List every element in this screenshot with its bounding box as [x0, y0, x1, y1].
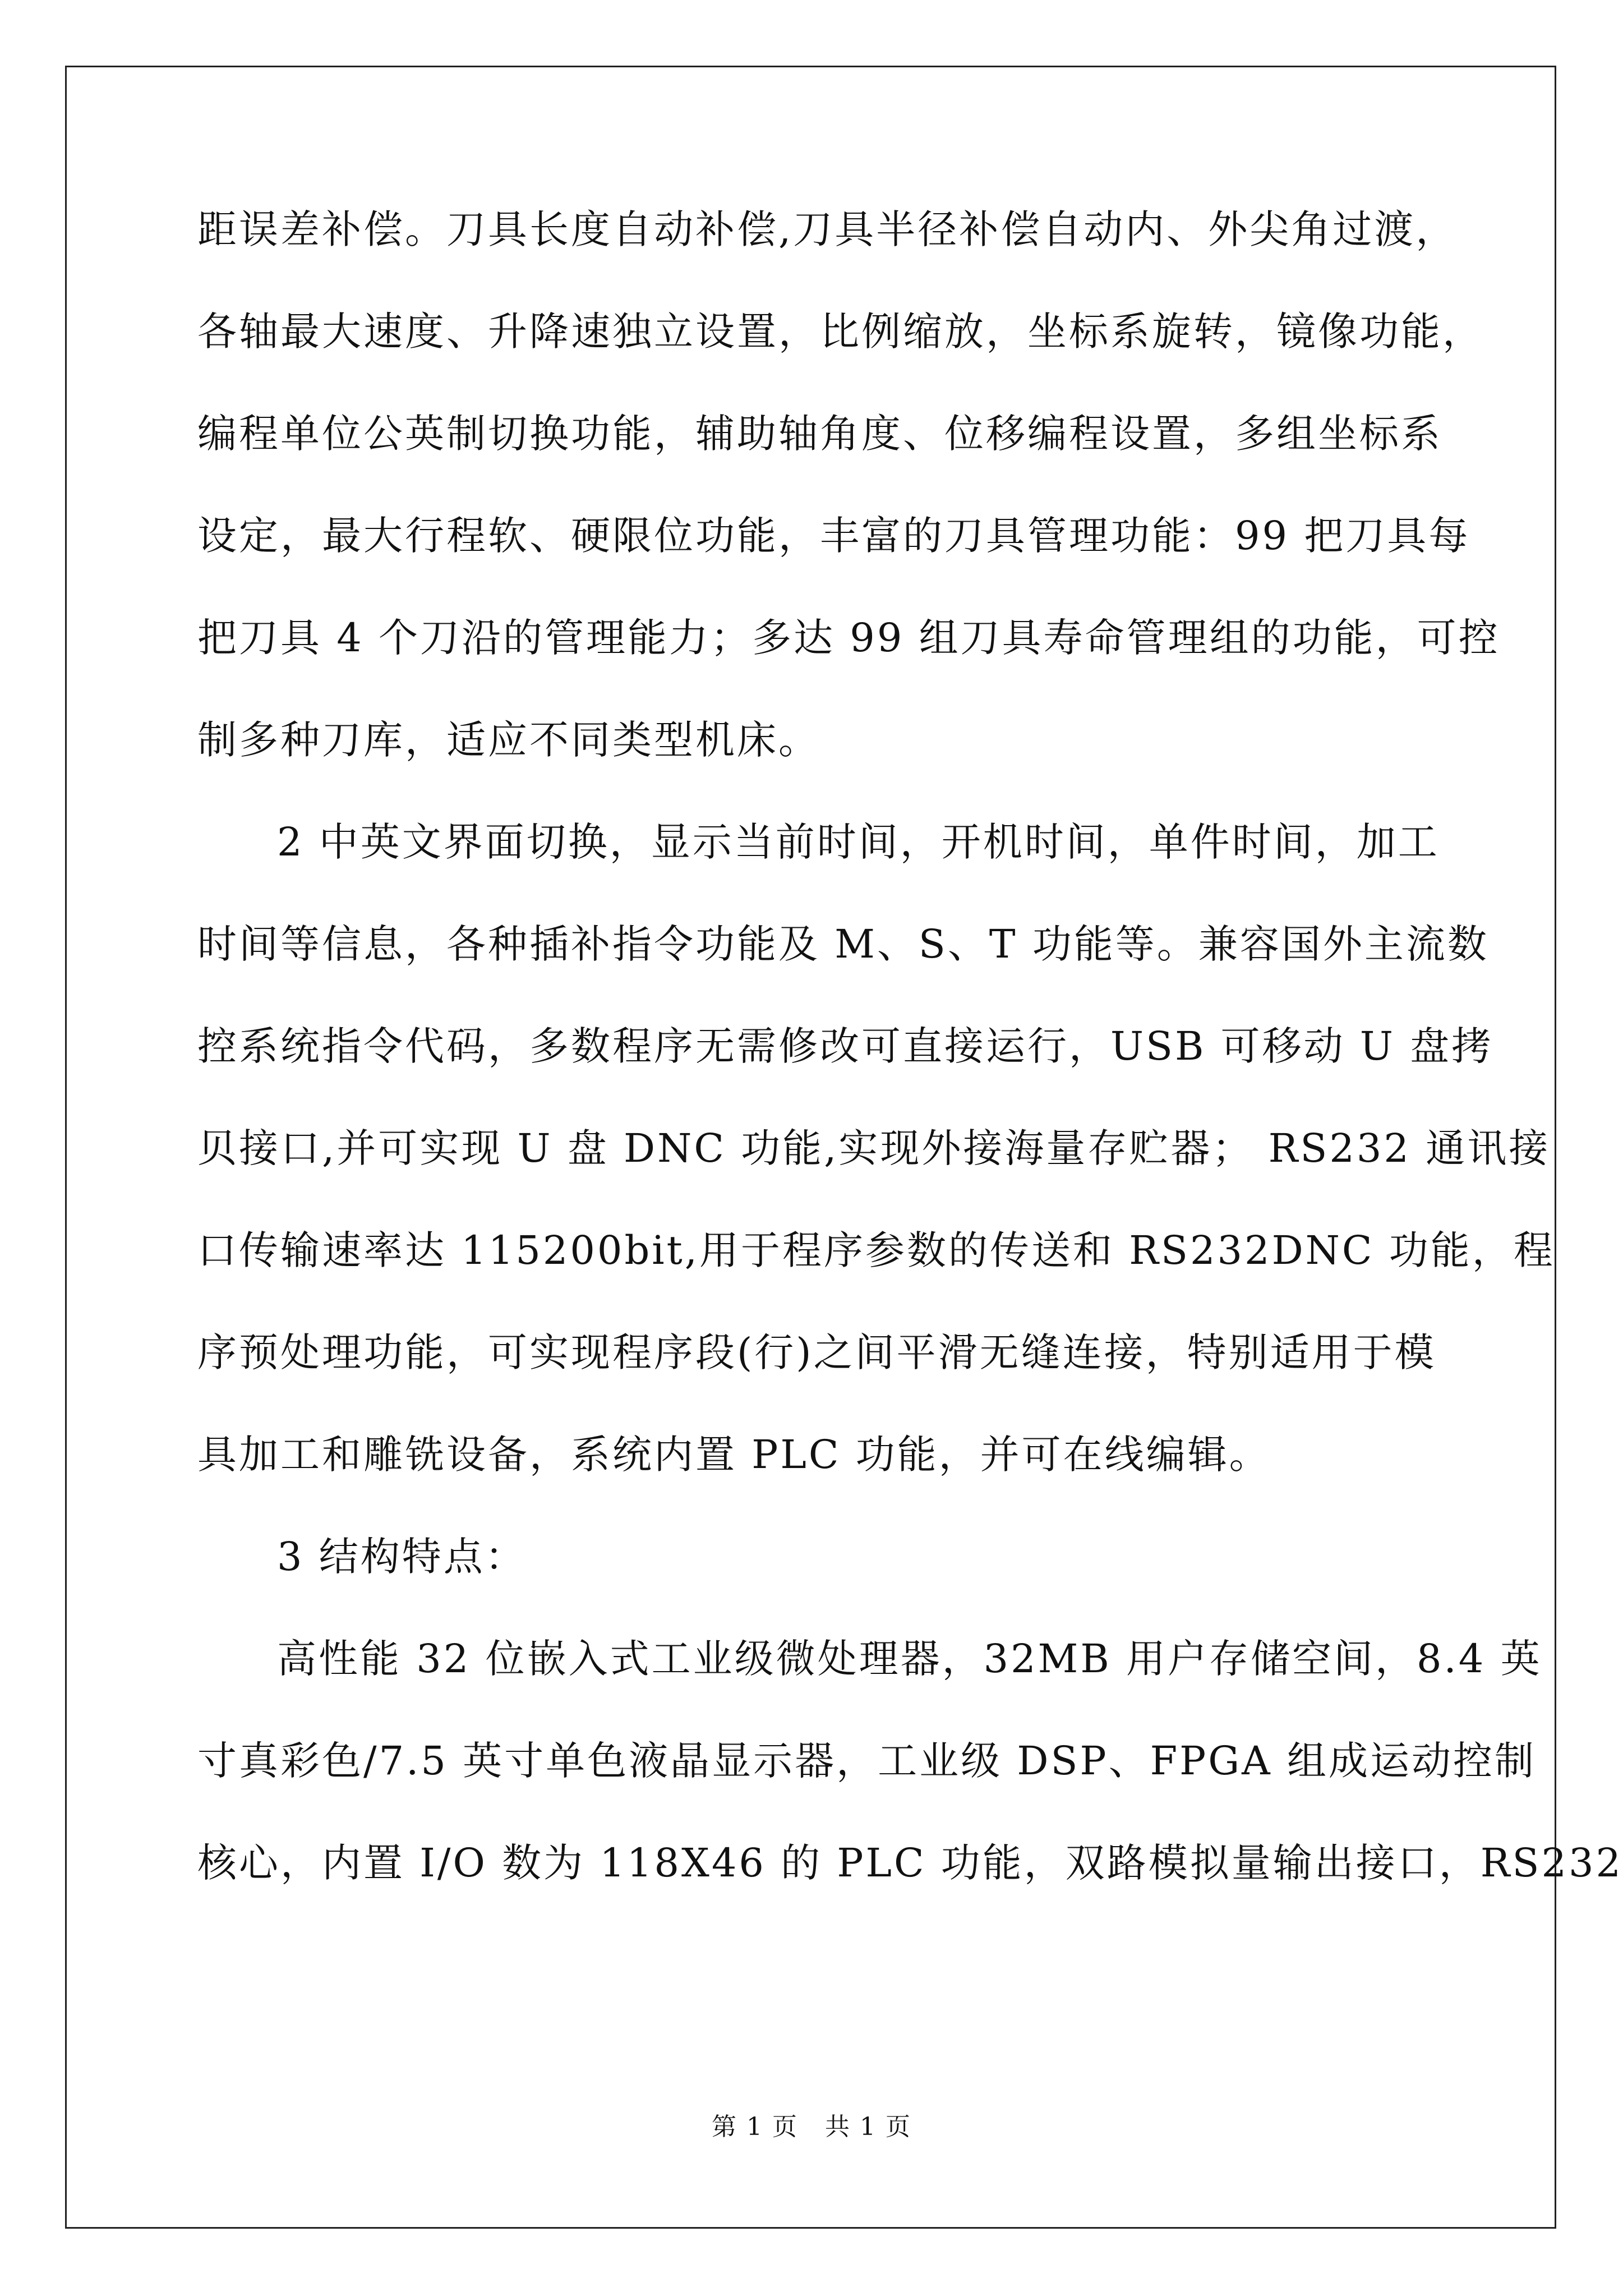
body-line-11: 口传输速率达 115200bit,用于程序参数的传送和 RS232DNC 功能，程 [197, 1227, 1555, 1273]
body-line-3: 编程单位公英制切换功能，辅助轴角度、位移编程设置，多组坐标系 [197, 411, 1442, 457]
section-heading-structure: 3 结构特点： [277, 1534, 527, 1580]
body-line-8: 时间等信息，各种插补指令功能及 M、S、T 功能等。兼容国外主流数 [197, 921, 1489, 967]
page-footer: 第 1 页 共 1 页 [712, 2113, 911, 2141]
body-line-16: 寸真彩色/7.5 英寸单色液晶显示器，工业级 DSP、FPGA 组成运动控制 [197, 1738, 1536, 1784]
body-line-10: 贝接口,并可实现 U 盘 DNC 功能,实现外接海量存贮器； RS232 通讯接 [197, 1125, 1551, 1171]
body-line-17: 核心，内置 I/O 数为 118X46 的 PLC 功能，双路模拟量输出接口，RS232 [197, 1840, 1623, 1886]
body-line-13: 具加工和雕铣设备，系统内置 PLC 功能，并可在线编辑。 [197, 1432, 1271, 1478]
document-body [197, 178, 1623, 1914]
body-line-15: 高性能 32 位嵌入式工业级微处理器，32MB 用户存储空间，8.4 英 [277, 1636, 1542, 1682]
body-line-4: 设定，最大行程软、硬限位功能，丰富的刀具管理功能：99 把刀具每 [197, 513, 1470, 559]
body-line-1: 距误差补偿。刀具长度自动补偿,刀具半径补偿自动内、外尖角过渡， [197, 206, 1458, 252]
body-line-7: 2 中英文界面切换，显示当前时间，开机时间，单件时间，加工 [277, 819, 1440, 865]
body-line-5: 把刀具 4 个刀沿的管理能力；多达 99 组刀具寿命管理组的功能，可控 [197, 615, 1500, 661]
body-line-12: 序预处理功能，可实现程序段(行)之间平滑无缝连接，特别适用于模 [197, 1329, 1436, 1375]
body-line-6: 制多种刀库，适应不同类型机床。 [197, 717, 820, 763]
body-line-2: 各轴最大速度、升降速独立设置，比例缩放，坐标系旋转，镜像功能， [197, 309, 1484, 355]
body-line-9: 控系统指令代码，多数程序无需修改可直接运行，USB 可移动 U 盘拷 [197, 1023, 1493, 1069]
